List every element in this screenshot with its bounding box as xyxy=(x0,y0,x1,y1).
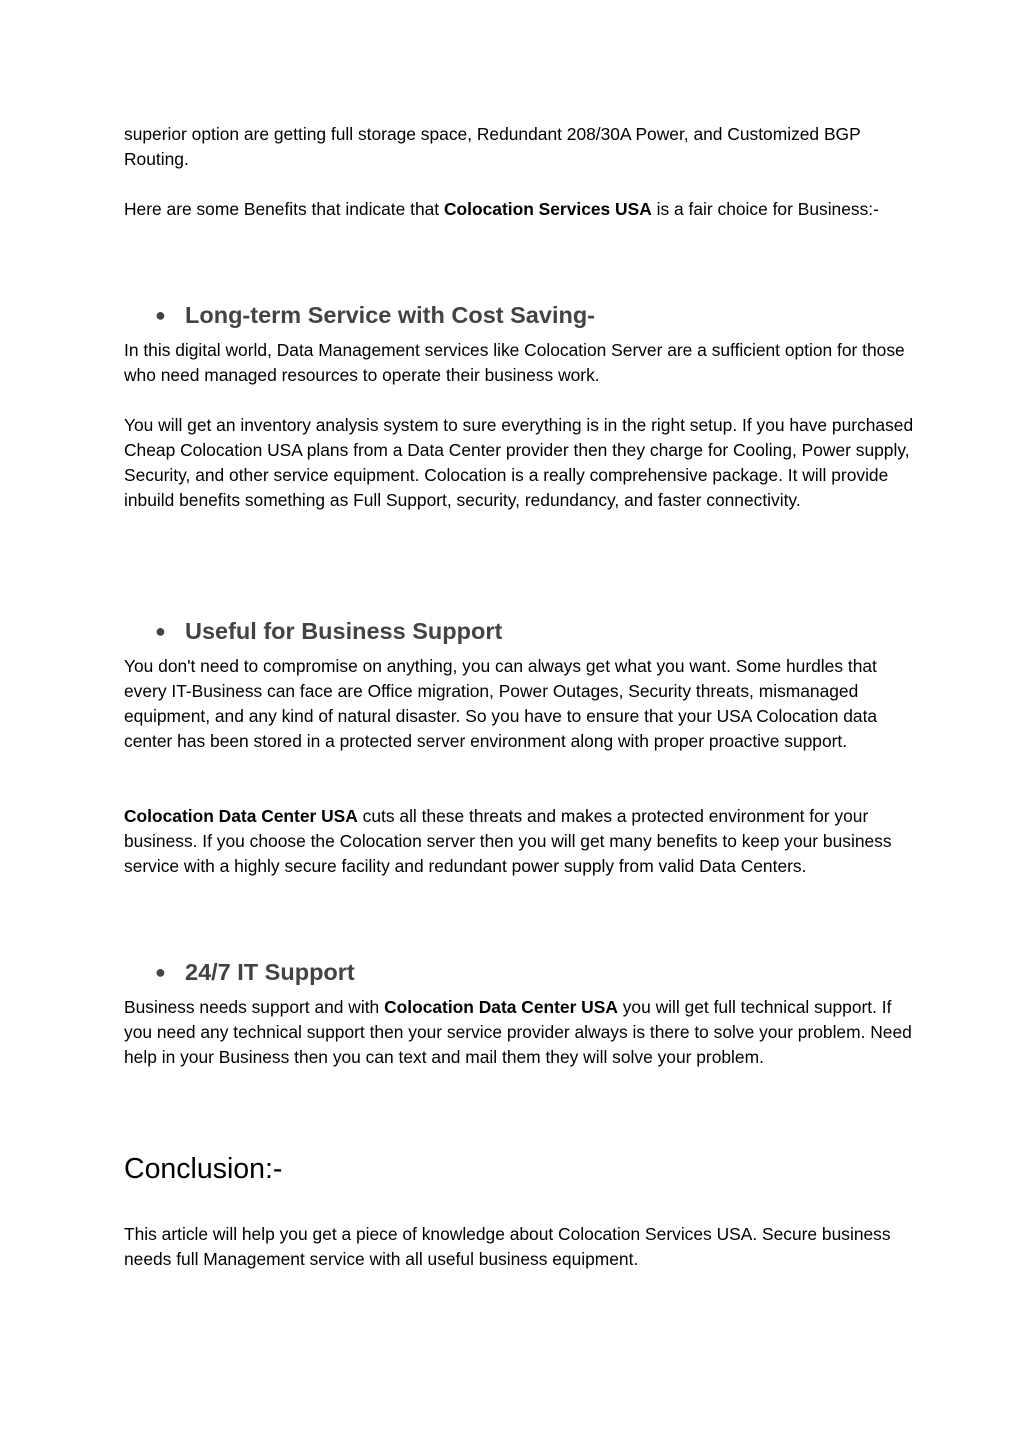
benefits-intro-text: Here are some Benefits that indicate that xyxy=(124,199,444,219)
section-text: cuts all these threats and makes a protected environment for your business. If you choose the Colocation server then you will get many benefits to keep your business service with a highly secure facility and redundant power supply from valid Data Centers. xyxy=(124,806,892,876)
conclusion-paragraph xyxy=(124,1222,914,1272)
section-heading-text: 24/7 IT Support xyxy=(185,959,355,985)
section-heading-cost-saving xyxy=(155,300,595,330)
benefits-intro-paragraph xyxy=(124,197,914,222)
benefits-intro-text-end: is a fair choice for Business:- xyxy=(651,199,879,219)
bullet-icon: ● xyxy=(155,962,166,982)
section-paragraph xyxy=(124,804,914,879)
bullet-icon: ● xyxy=(155,305,166,325)
section-paragraph xyxy=(124,413,914,513)
section-heading-text: Long-term Service with Cost Saving- xyxy=(185,302,596,328)
section-text: Business needs support and with xyxy=(124,997,385,1017)
bullet-icon: ● xyxy=(155,621,166,641)
conclusion-text: This article will help you get a piece of knowledge about Colocation Services USA. Secure business needs full Management service with all useful business equipment. xyxy=(124,1224,891,1269)
section-paragraph xyxy=(124,654,914,754)
section-paragraph xyxy=(124,338,914,388)
intro-paragraph xyxy=(124,122,914,172)
section-heading-text: Useful for Business Support xyxy=(185,618,503,644)
section-paragraph xyxy=(124,995,914,1070)
section-text: You don't need to compromise on anything, you can always get what you want. Some hurdles that every IT-Business can face are Office migration, Power Outages, Security threats, mismanaged equipment, and any kind of natural disaster. So you have to ensure that your USA Colocation data center has been stored in a protected server environment along with proper proactive support. xyxy=(124,656,878,751)
section-heading-business-support xyxy=(155,616,502,646)
section-bold-text: Colocation Data Center USA xyxy=(384,997,618,1017)
section-bold-text: Colocation Data Center USA xyxy=(124,806,358,826)
section-text: In this digital world, Data Management services like Colocation Server are a sufficient option for those who need managed resources to operate their business work. xyxy=(124,340,905,385)
section-text: You will get an inventory analysis system to sure everything is in the right setup. If you have purchased Cheap Colocation USA plans from a Data Center provider then they charge for Cooling, Power supply, Security, and other service equipment. Colocation is a really comprehensive package. It will provide inbuild benefits something as Full Support, security, redundancy, and faster connectivity. xyxy=(124,415,914,510)
conclusion-heading: Conclusion:- xyxy=(124,1153,283,1185)
section-text-end: you will get full technical support. If you need any technical support then your service provider always is there to solve your problem. Need help in your Business then you can text and mail them they will solve your problem. xyxy=(124,997,912,1067)
intro-text: superior option are getting full storage space, Redundant 208/30A Power, and Customized BGP Routing. xyxy=(124,124,861,169)
section-heading-it-support xyxy=(155,957,355,987)
benefits-intro-bold: Colocation Services USA xyxy=(443,199,652,219)
